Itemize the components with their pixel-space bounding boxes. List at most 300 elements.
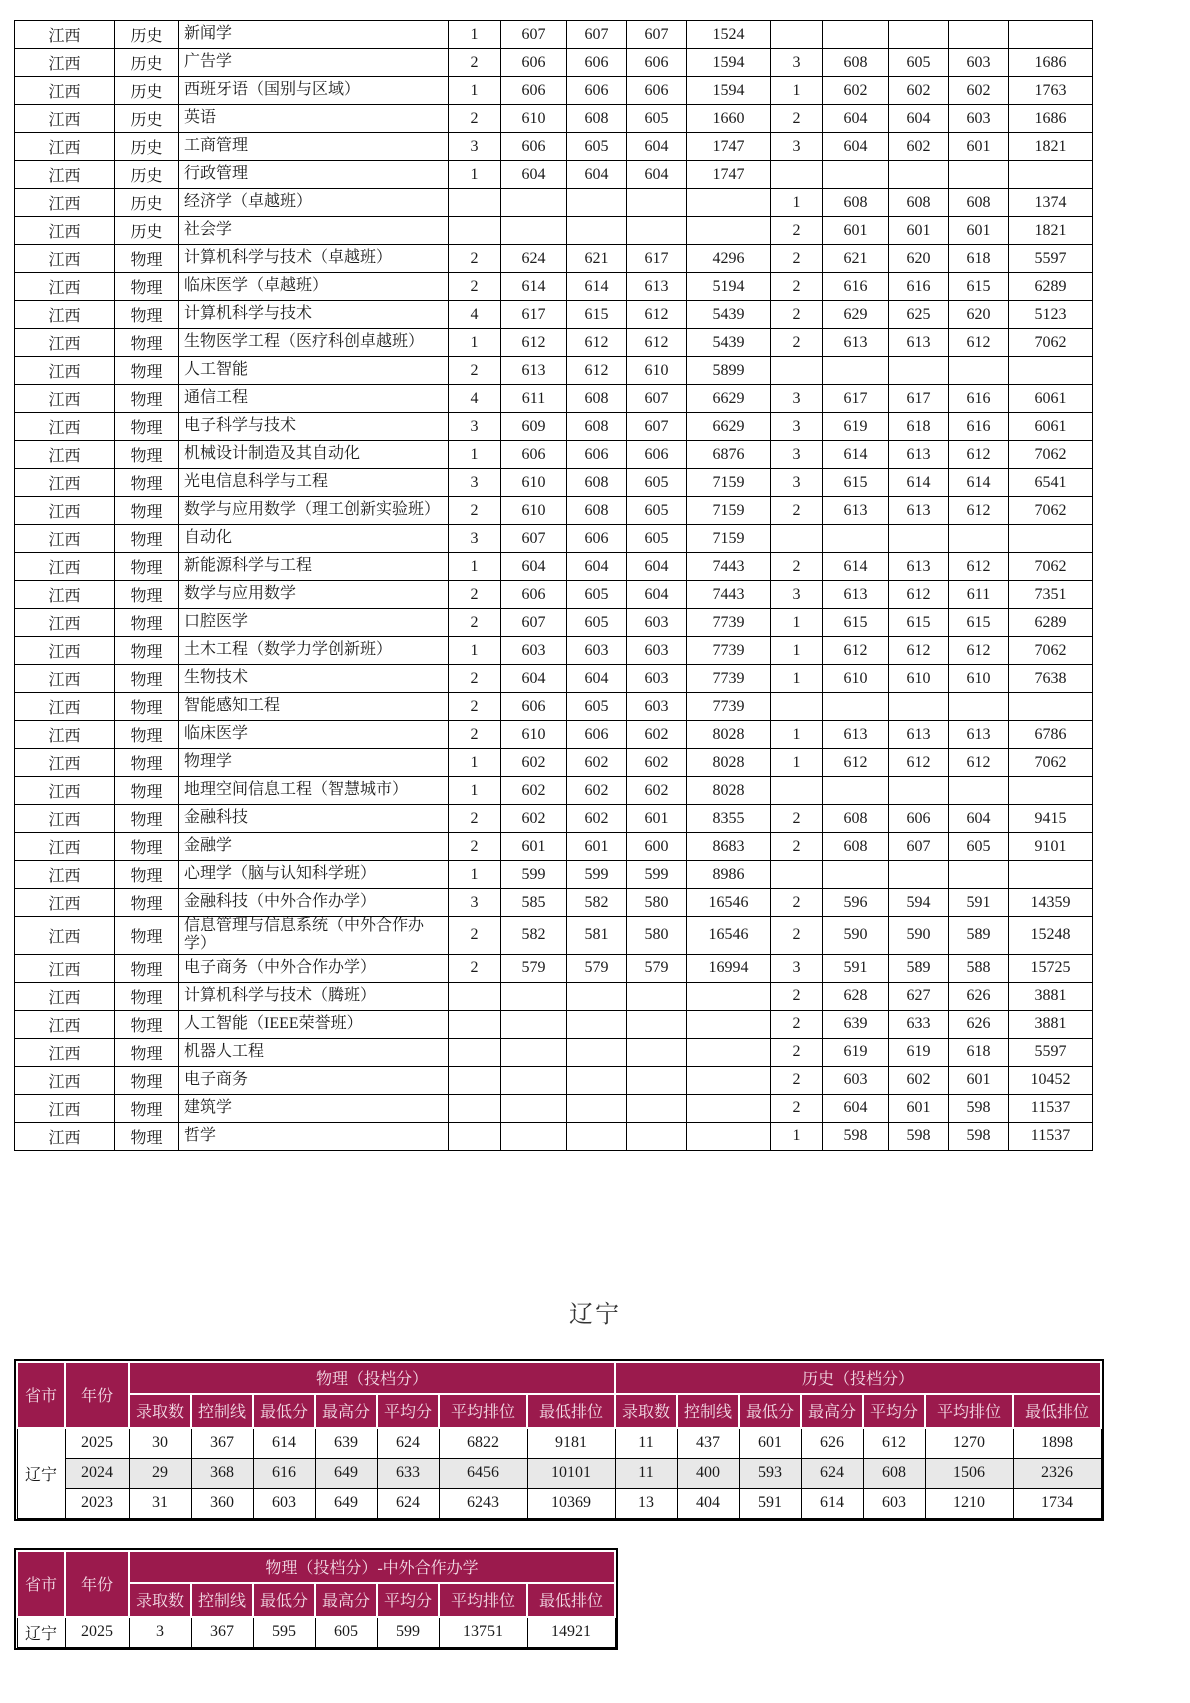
- group2-cell: 611: [949, 581, 1009, 609]
- group2-cell: 7062: [1009, 497, 1093, 525]
- province-cell: 江西: [15, 1066, 115, 1094]
- group2-cell: [823, 357, 889, 385]
- group1-cell: 608: [567, 105, 627, 133]
- group2-cell: 6541: [1009, 469, 1093, 497]
- group2-cell: [889, 693, 949, 721]
- group2-cell: 616: [949, 385, 1009, 413]
- subject-cell: 物理: [115, 581, 179, 609]
- group2-cell: 6786: [1009, 721, 1093, 749]
- group2-cell: 604: [823, 133, 889, 161]
- group1-cell: 605: [567, 693, 627, 721]
- subject-cell: 物理: [115, 1038, 179, 1066]
- group2-cell: 616: [889, 273, 949, 301]
- group2-cell: 2: [771, 245, 823, 273]
- year-cell: 2023: [65, 1488, 129, 1518]
- group1-cell: 1: [449, 21, 501, 49]
- group1-cell: [501, 217, 567, 245]
- group1-cell: 1524: [687, 21, 771, 49]
- group2-cell: 2: [771, 833, 823, 861]
- major-cell: 金融学: [179, 833, 449, 861]
- group2-cell: 15248: [1009, 917, 1093, 955]
- major-cell: 计算机科学与技术: [179, 301, 449, 329]
- group2-cell: [771, 525, 823, 553]
- group2-cell: 601: [949, 217, 1009, 245]
- group2-cell: 1821: [1009, 217, 1093, 245]
- group1-cell: 603: [567, 637, 627, 665]
- column-header: 最低排位: [1013, 1394, 1101, 1428]
- group2-cell: 588: [949, 954, 1009, 982]
- province-cell: 江西: [15, 1038, 115, 1066]
- group1-cell: 602: [567, 777, 627, 805]
- group2-cell: 7062: [1009, 749, 1093, 777]
- province-cell: 江西: [15, 385, 115, 413]
- group2-cell: 639: [823, 1010, 889, 1038]
- group2-cell: 1: [771, 1122, 823, 1150]
- group2-cell: 3: [771, 133, 823, 161]
- group2-cell: 616: [823, 273, 889, 301]
- major-cell: 社会学: [179, 217, 449, 245]
- group1-cell: [449, 982, 501, 1010]
- province-cell: 江西: [15, 21, 115, 49]
- table-row: [15, 189, 1093, 217]
- group2-cell: 5597: [1009, 1038, 1093, 1066]
- subject-cell: 物理: [115, 665, 179, 693]
- group2-cell: 2: [771, 301, 823, 329]
- province-cell: 江西: [15, 329, 115, 357]
- group1-cell: 7159: [687, 469, 771, 497]
- group2-cell: 9101: [1009, 833, 1093, 861]
- group2-cell: 603: [949, 105, 1009, 133]
- group1-cell: 7443: [687, 581, 771, 609]
- group2-cell: [949, 525, 1009, 553]
- group2-cell: 3: [771, 581, 823, 609]
- group1-cell: 612: [627, 329, 687, 357]
- group1-cell: 605: [567, 133, 627, 161]
- history-cell: 593: [739, 1458, 801, 1488]
- province-cell: 江西: [15, 1094, 115, 1122]
- history-cell: 614: [801, 1488, 863, 1518]
- group1-cell: 606: [501, 581, 567, 609]
- subject-cell: 物理: [115, 357, 179, 385]
- group1-cell: 2: [449, 954, 501, 982]
- history-cell: 612: [863, 1428, 925, 1459]
- group1-cell: 2: [449, 49, 501, 77]
- group2-cell: 626: [949, 982, 1009, 1010]
- group1-cell: [567, 1038, 627, 1066]
- group1-cell: 599: [567, 861, 627, 889]
- column-header: 最低排位: [527, 1583, 615, 1617]
- group2-cell: 6289: [1009, 609, 1093, 637]
- physics-coop-cell: 605: [315, 1617, 377, 1648]
- group2-cell: 2: [771, 889, 823, 917]
- group1-cell: 606: [501, 77, 567, 105]
- major-cell: 土木工程（数学力学创新班）: [179, 637, 449, 665]
- physics-cell: 9181: [527, 1428, 615, 1459]
- table-row: [15, 497, 1093, 525]
- group2-cell: 7351: [1009, 581, 1093, 609]
- group1-cell: 8028: [687, 749, 771, 777]
- table-row: [15, 301, 1093, 329]
- group1-cell: 614: [567, 273, 627, 301]
- group2-cell: [949, 861, 1009, 889]
- group1-cell: 4296: [687, 245, 771, 273]
- group1-cell: 603: [627, 637, 687, 665]
- group2-cell: 15725: [1009, 954, 1093, 982]
- group1-cell: [567, 1066, 627, 1094]
- group1-cell: 606: [567, 721, 627, 749]
- group2-cell: 612: [823, 749, 889, 777]
- group2-cell: 602: [889, 133, 949, 161]
- group1-cell: 607: [501, 609, 567, 637]
- group2-cell: 7062: [1009, 441, 1093, 469]
- group2-cell: [1009, 357, 1093, 385]
- physics-coop-cell: 3: [129, 1617, 191, 1648]
- physics-cell: 603: [253, 1488, 315, 1518]
- group1-cell: 2: [449, 497, 501, 525]
- coop-table-body: [17, 1617, 615, 1648]
- column-header: 最低分: [253, 1394, 315, 1428]
- group2-cell: 615: [949, 273, 1009, 301]
- group2-cell: [889, 525, 949, 553]
- group2-cell: 602: [889, 77, 949, 105]
- group2-cell: [771, 357, 823, 385]
- province-cell: 江西: [15, 581, 115, 609]
- province-cell: 江西: [15, 189, 115, 217]
- group1-cell: 2: [449, 245, 501, 273]
- table-row: [15, 1010, 1093, 1038]
- physics-coop-cell: 13751: [439, 1617, 527, 1648]
- column-header: 最低分: [253, 1583, 315, 1617]
- group2-cell: 613: [889, 441, 949, 469]
- history-cell: 1270: [925, 1428, 1013, 1459]
- major-cell: 口腔医学: [179, 609, 449, 637]
- group1-cell: 606: [567, 525, 627, 553]
- group1-cell: 602: [501, 777, 567, 805]
- group1-cell: 601: [501, 833, 567, 861]
- group1-cell: 606: [567, 49, 627, 77]
- group1-cell: 612: [627, 301, 687, 329]
- table-row: [15, 954, 1093, 982]
- province-cell: 江西: [15, 217, 115, 245]
- group1-cell: 2: [449, 609, 501, 637]
- group1-cell: 606: [501, 441, 567, 469]
- province-column-header: 省市: [17, 1551, 65, 1617]
- group1-cell: 624: [501, 245, 567, 273]
- subject-cell: 物理: [115, 413, 179, 441]
- group2-cell: 1: [771, 189, 823, 217]
- group1-cell: 1: [449, 329, 501, 357]
- group2-cell: 629: [823, 301, 889, 329]
- liaoning-summary-table-frame: [14, 1359, 1104, 1521]
- subject-cell: 物理: [115, 301, 179, 329]
- group2-cell: [823, 861, 889, 889]
- group2-cell: 610: [823, 665, 889, 693]
- group2-cell: 601: [949, 133, 1009, 161]
- group2-cell: 613: [889, 721, 949, 749]
- group2-cell: 602: [889, 1066, 949, 1094]
- group2-cell: 603: [949, 49, 1009, 77]
- group2-cell: 607: [889, 833, 949, 861]
- table-row: [15, 525, 1093, 553]
- group2-cell: 11537: [1009, 1122, 1093, 1150]
- group2-cell: 5597: [1009, 245, 1093, 273]
- group2-cell: 626: [949, 1010, 1009, 1038]
- group1-cell: 602: [627, 777, 687, 805]
- group1-cell: 617: [627, 245, 687, 273]
- subject-cell: 物理: [115, 889, 179, 917]
- group2-cell: [1009, 693, 1093, 721]
- group1-cell: 612: [501, 329, 567, 357]
- subject-cell: 物理: [115, 609, 179, 637]
- group1-cell: 1594: [687, 49, 771, 77]
- group1-cell: [501, 982, 567, 1010]
- group1-cell: 8683: [687, 833, 771, 861]
- group1-cell: [687, 189, 771, 217]
- table-row: [17, 1617, 615, 1648]
- group1-cell: 610: [627, 357, 687, 385]
- group1-cell: 585: [501, 889, 567, 917]
- subject-cell: 物理: [115, 749, 179, 777]
- table-row: [15, 245, 1093, 273]
- group2-cell: 612: [949, 749, 1009, 777]
- table-row: [15, 1094, 1093, 1122]
- group2-cell: 6061: [1009, 413, 1093, 441]
- group1-cell: [449, 1122, 501, 1150]
- subject-cell: 物理: [115, 777, 179, 805]
- table-row: [15, 721, 1093, 749]
- subject-cell: 历史: [115, 49, 179, 77]
- group1-cell: 606: [501, 49, 567, 77]
- group2-cell: 2: [771, 217, 823, 245]
- subject-cell: 物理: [115, 982, 179, 1010]
- group2-cell: 610: [889, 665, 949, 693]
- group1-cell: [501, 1010, 567, 1038]
- table-row: [15, 161, 1093, 189]
- group1-cell: 5439: [687, 329, 771, 357]
- physics-cell: 31: [129, 1488, 191, 1518]
- province-cell: 江西: [15, 273, 115, 301]
- group2-cell: 6061: [1009, 385, 1093, 413]
- group2-cell: 614: [949, 469, 1009, 497]
- table-row: [15, 805, 1093, 833]
- group1-cell: 612: [567, 329, 627, 357]
- group1-cell: [501, 189, 567, 217]
- group1-cell: [687, 982, 771, 1010]
- physics-cell: 6243: [439, 1488, 527, 1518]
- history-cell: 601: [739, 1428, 801, 1459]
- group1-cell: [627, 189, 687, 217]
- major-cell: 西班牙语（国别与区域）: [179, 77, 449, 105]
- group1-cell: [449, 217, 501, 245]
- group2-cell: 613: [889, 329, 949, 357]
- group2-cell: 606: [889, 805, 949, 833]
- subject-cell: 历史: [115, 189, 179, 217]
- major-cell: 广告学: [179, 49, 449, 77]
- physics-coop-cell: 367: [191, 1617, 253, 1648]
- province-cell: 江西: [15, 497, 115, 525]
- province-cell: 江西: [15, 637, 115, 665]
- major-cell: 行政管理: [179, 161, 449, 189]
- group2-cell: 613: [889, 497, 949, 525]
- history-cell: 626: [801, 1428, 863, 1459]
- table-row: [15, 861, 1093, 889]
- group1-cell: 8355: [687, 805, 771, 833]
- group1-cell: 16546: [687, 917, 771, 955]
- group2-cell: 2: [771, 1038, 823, 1066]
- group1-cell: 602: [627, 749, 687, 777]
- subject-cell: 物理: [115, 693, 179, 721]
- history-cell: 608: [863, 1458, 925, 1488]
- group1-cell: [449, 1066, 501, 1094]
- physics-cell: 368: [191, 1458, 253, 1488]
- group2-cell: [1009, 525, 1093, 553]
- group1-cell: 1: [449, 161, 501, 189]
- group2-cell: 619: [823, 413, 889, 441]
- group1-cell: 6876: [687, 441, 771, 469]
- group1-cell: 579: [501, 954, 567, 982]
- history-cell: 1898: [1013, 1428, 1101, 1459]
- physics-cell: 614: [253, 1428, 315, 1459]
- group1-cell: 605: [567, 581, 627, 609]
- province-cell: 江西: [15, 525, 115, 553]
- province-cell: 江西: [15, 861, 115, 889]
- group2-cell: 7062: [1009, 329, 1093, 357]
- physics-cell: 30: [129, 1428, 191, 1459]
- group1-cell: 603: [627, 693, 687, 721]
- group2-cell: 613: [889, 553, 949, 581]
- group2-cell: 598: [949, 1094, 1009, 1122]
- major-cell: 新闻学: [179, 21, 449, 49]
- group2-cell: 615: [823, 609, 889, 637]
- group2-cell: [949, 777, 1009, 805]
- group2-cell: 1: [771, 749, 823, 777]
- group1-cell: [567, 1094, 627, 1122]
- group1-cell: 581: [567, 917, 627, 955]
- group2-cell: 602: [823, 77, 889, 105]
- column-header: 录取数: [615, 1394, 677, 1428]
- group2-cell: [823, 525, 889, 553]
- group-header-row: [17, 1362, 1101, 1394]
- group2-cell: 618: [949, 245, 1009, 273]
- group1-cell: 5194: [687, 273, 771, 301]
- province-cell: 江西: [15, 49, 115, 77]
- group2-cell: 590: [823, 917, 889, 955]
- subject-cell: 物理: [115, 245, 179, 273]
- group2-cell: [949, 161, 1009, 189]
- province-cell: 江西: [15, 609, 115, 637]
- physics-cell: 360: [191, 1488, 253, 1518]
- group2-cell: [771, 161, 823, 189]
- group2-cell: [823, 693, 889, 721]
- physics-cell: 10369: [527, 1488, 615, 1518]
- subject-cell: 物理: [115, 721, 179, 749]
- group2-cell: 608: [823, 189, 889, 217]
- history-cell: 437: [677, 1428, 739, 1459]
- group2-cell: [771, 861, 823, 889]
- group2-cell: 613: [823, 329, 889, 357]
- table-row: [15, 441, 1093, 469]
- group1-cell: [627, 1122, 687, 1150]
- group1-cell: [449, 1010, 501, 1038]
- group2-cell: 613: [949, 721, 1009, 749]
- group1-cell: 3: [449, 413, 501, 441]
- group1-cell: 603: [501, 637, 567, 665]
- table-row: [15, 609, 1093, 637]
- group1-cell: 602: [627, 721, 687, 749]
- subject-cell: 历史: [115, 77, 179, 105]
- group2-cell: 2: [771, 982, 823, 1010]
- group2-cell: 2: [771, 105, 823, 133]
- group1-cell: [627, 217, 687, 245]
- history-cell: 11: [615, 1458, 677, 1488]
- group1-cell: [627, 1066, 687, 1094]
- group1-cell: 604: [627, 581, 687, 609]
- subheader-row: [17, 1394, 1101, 1428]
- group2-cell: [949, 357, 1009, 385]
- group1-cell: 607: [627, 385, 687, 413]
- group2-cell: 3: [771, 469, 823, 497]
- group1-cell: 8028: [687, 777, 771, 805]
- group2-cell: 614: [823, 553, 889, 581]
- group1-cell: 604: [567, 665, 627, 693]
- group2-cell: 608: [823, 49, 889, 77]
- group1-cell: 607: [567, 21, 627, 49]
- column-header: 录取数: [129, 1394, 191, 1428]
- group-header-row: [17, 1551, 615, 1583]
- province-cell: 江西: [15, 693, 115, 721]
- column-header: 录取数: [129, 1583, 191, 1617]
- group2-cell: 3881: [1009, 982, 1093, 1010]
- group2-cell: 598: [949, 1122, 1009, 1150]
- group1-cell: 604: [567, 161, 627, 189]
- major-cell: 生物医学工程（医疗科创卓越班）: [179, 329, 449, 357]
- group2-cell: 10452: [1009, 1066, 1093, 1094]
- section-title: 辽宁: [569, 1300, 621, 1328]
- group1-cell: 605: [567, 609, 627, 637]
- subject-cell: 历史: [115, 105, 179, 133]
- table-row: [15, 553, 1093, 581]
- major-cell: 临床医学（卓越班）: [179, 273, 449, 301]
- group1-cell: 606: [567, 77, 627, 105]
- group1-cell: [687, 1122, 771, 1150]
- physics-cell: 367: [191, 1428, 253, 1459]
- group1-cell: 608: [567, 469, 627, 497]
- group1-cell: 579: [567, 954, 627, 982]
- subject-cell: 历史: [115, 133, 179, 161]
- group1-cell: [567, 1010, 627, 1038]
- group1-cell: 1: [449, 441, 501, 469]
- group1-cell: 606: [567, 441, 627, 469]
- group1-cell: 612: [567, 357, 627, 385]
- table-row: [15, 21, 1093, 49]
- group2-cell: 601: [949, 1066, 1009, 1094]
- group1-cell: 604: [627, 133, 687, 161]
- group1-cell: [627, 1038, 687, 1066]
- group2-cell: 614: [823, 441, 889, 469]
- group2-cell: 615: [823, 469, 889, 497]
- table-row: [15, 693, 1093, 721]
- group2-cell: 598: [889, 1122, 949, 1150]
- province-cell: 江西: [15, 105, 115, 133]
- physics-cell: 6456: [439, 1458, 527, 1488]
- group1-cell: 605: [627, 525, 687, 553]
- group1-cell: [567, 217, 627, 245]
- group2-cell: [949, 21, 1009, 49]
- group2-cell: 604: [823, 1094, 889, 1122]
- group1-cell: 609: [501, 413, 567, 441]
- subject-cell: 物理: [115, 1094, 179, 1122]
- group1-cell: 1: [449, 861, 501, 889]
